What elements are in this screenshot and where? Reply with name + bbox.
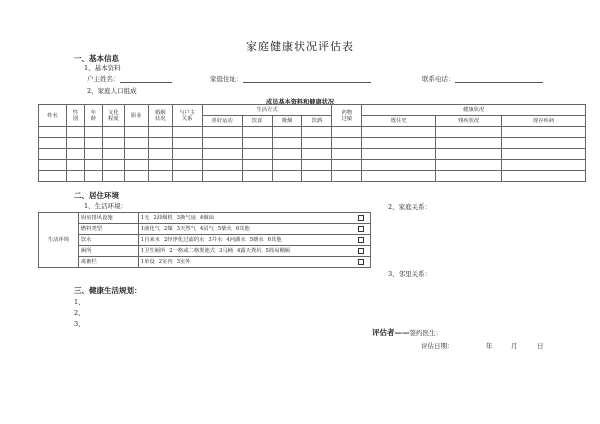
member-cell[interactable] (202, 127, 242, 138)
member-cell[interactable] (39, 138, 67, 149)
env-option: 3室外 (176, 259, 191, 265)
member-cell[interactable] (502, 138, 586, 149)
member-cell[interactable] (242, 138, 272, 149)
env-item-label: 燃料类型 (78, 224, 138, 235)
member-cell[interactable] (66, 160, 84, 171)
member-cell[interactable] (102, 127, 124, 138)
header-occupation: 职业 (124, 105, 148, 127)
date-year-label: 年 (486, 342, 493, 350)
member-cell[interactable] (362, 171, 436, 182)
member-row (39, 160, 586, 171)
address-label: 家庭住址： (210, 75, 243, 83)
member-cell[interactable] (39, 171, 67, 182)
member-cell[interactable] (332, 149, 362, 160)
env-option: 5柴火 (217, 226, 232, 232)
plan-item-3[interactable]: 3、 (74, 320, 85, 328)
env-item-label: 厕所 (78, 246, 138, 257)
member-cell[interactable] (39, 149, 67, 160)
environment-table (38, 212, 371, 268)
member-cell[interactable] (202, 171, 242, 182)
section2-heading: 二、居住环境 (74, 191, 119, 200)
header-diet: 饮食 (242, 116, 272, 127)
address-input[interactable] (243, 75, 371, 83)
member-cell[interactable] (436, 138, 502, 149)
header-disability: 残疾状况 (436, 116, 502, 127)
member-table (38, 104, 586, 182)
member-cell[interactable] (436, 171, 502, 182)
env-option: 5塘水 (249, 237, 264, 243)
assessment-date-label: 评估日期： (421, 342, 454, 350)
env-option: 1自来水 (140, 237, 160, 243)
member-cell[interactable] (242, 127, 272, 138)
env-options (138, 257, 370, 268)
member-cell[interactable] (172, 138, 202, 149)
member-cell[interactable] (202, 138, 242, 149)
env-option: 1无 (140, 215, 150, 221)
assessor-dash: —— (394, 328, 410, 337)
env-option: 6其他 (235, 226, 250, 232)
env-label: 生活环境 (39, 213, 79, 268)
date-month-label: 月 (511, 342, 518, 350)
member-cell[interactable] (272, 160, 302, 171)
member-row (39, 171, 586, 182)
owner-name-field[interactable] (87, 74, 172, 83)
env-option: 3换气扇 (176, 215, 196, 221)
env-option: 4烟囱 (199, 215, 214, 221)
env-option: 4露天粪坑 (236, 248, 262, 254)
member-cell[interactable] (302, 138, 332, 149)
neighbor-relation-field[interactable] (388, 269, 431, 278)
env-option: 3井水 (208, 237, 223, 243)
member-cell[interactable] (39, 127, 67, 138)
env-option: 2油烟机 (153, 215, 173, 221)
member-cell[interactable] (436, 127, 502, 138)
header-current-disease: 现存疾病 (502, 116, 586, 127)
member-cell[interactable] (124, 127, 148, 138)
environment-table-body (39, 213, 371, 268)
env-options (138, 213, 370, 224)
member-cell[interactable] (272, 138, 302, 149)
env-options (138, 224, 370, 235)
env-options (138, 235, 370, 246)
env-option: 1卫生厕所 (140, 248, 166, 254)
env-option: 2煤 (163, 226, 173, 232)
member-cell[interactable] (302, 171, 332, 182)
member-cell[interactable] (272, 149, 302, 160)
document-title: 家庭健康状况评估表 (246, 40, 354, 53)
plan-item-2[interactable]: 2、 (74, 309, 85, 317)
header-health: 健康状况 (362, 105, 586, 116)
header-smoking: 吸烟 (272, 116, 302, 127)
member-cell[interactable] (436, 160, 502, 171)
member-cell[interactable] (102, 160, 124, 171)
env-option: 6其他 (267, 237, 282, 243)
header-marital: 婚姻 状况 (148, 105, 172, 127)
env-option: 3天然气 (176, 226, 196, 232)
member-cell[interactable] (84, 149, 102, 160)
member-cell[interactable] (502, 149, 586, 160)
member-table-body (39, 127, 586, 182)
env-option: 2室内 (158, 259, 173, 265)
member-cell[interactable] (172, 171, 202, 182)
assessor-label: 评估者 (372, 328, 395, 337)
member-cell[interactable] (302, 127, 332, 138)
member-cell[interactable] (332, 160, 362, 171)
member-cell[interactable] (66, 171, 84, 182)
env-item-label: 厨房排风设施 (78, 213, 138, 224)
member-cell[interactable] (124, 171, 148, 182)
member-cell[interactable] (502, 127, 586, 138)
env-option: 3马桶 (219, 248, 233, 254)
option-checkbox[interactable] (358, 259, 364, 265)
env-item-label: 禽畜栏 (78, 257, 138, 268)
member-cell[interactable] (102, 149, 124, 160)
member-cell[interactable] (172, 127, 202, 138)
member-cell[interactable] (502, 160, 586, 171)
phone-field[interactable] (422, 74, 543, 83)
member-cell[interactable] (102, 138, 124, 149)
member-cell[interactable] (302, 160, 332, 171)
member-cell[interactable] (242, 171, 272, 182)
member-cell[interactable] (272, 127, 302, 138)
member-cell[interactable] (102, 171, 124, 182)
member-cell[interactable] (202, 149, 242, 160)
member-cell[interactable] (332, 127, 362, 138)
header-drug-allergy: 药物 过敏 (332, 105, 362, 127)
member-cell[interactable] (148, 138, 172, 149)
option-checkbox[interactable] (358, 226, 364, 232)
section3-heading: 三、健康生活规划： (74, 286, 142, 295)
member-cell[interactable] (148, 149, 172, 160)
header-history: 既往史 (362, 116, 436, 127)
owner-name-label: 户主姓名： (87, 75, 120, 83)
family-relation-label: 2、家庭关系： (388, 203, 432, 211)
env-row (39, 246, 371, 257)
option-checkbox[interactable] (358, 215, 364, 221)
neighbor-relation-label: 3、邻里关系： (388, 270, 432, 278)
member-cell[interactable] (124, 160, 148, 171)
member-cell[interactable] (84, 171, 102, 182)
address-field[interactable] (210, 74, 371, 83)
env-item-label: 饮水 (78, 235, 138, 246)
header-lifestyle: 生活方式 (202, 105, 332, 116)
header-name: 姓名 (39, 105, 67, 127)
signing-doctor-label: 签约医生： (409, 329, 442, 337)
member-cell[interactable] (362, 160, 436, 171)
owner-name-input[interactable] (120, 75, 172, 83)
member-cell[interactable] (362, 138, 436, 149)
member-cell[interactable] (502, 171, 586, 182)
member-cell[interactable] (66, 127, 84, 138)
member-cell[interactable] (202, 160, 242, 171)
phone-input[interactable] (455, 75, 543, 83)
date-day-label: 日 (537, 342, 544, 350)
member-cell[interactable] (242, 149, 272, 160)
header-exercise: 喜好运动 (202, 116, 242, 127)
family-relation-field[interactable] (388, 202, 431, 211)
env-option: 4河湖水 (226, 237, 246, 243)
env-option: 5简易棚厕 (265, 248, 291, 254)
env-option: 1单设 (140, 259, 155, 265)
header-education: 文化 程度 (102, 105, 124, 127)
env-option: 1液化气 (140, 226, 160, 232)
header-age: 年 龄 (84, 105, 102, 127)
member-cell[interactable] (84, 127, 102, 138)
member-cell[interactable] (436, 149, 502, 160)
env-row (39, 235, 371, 246)
member-cell[interactable] (39, 160, 67, 171)
member-cell[interactable] (148, 160, 172, 171)
section1-heading: 一、基本信息 (74, 54, 119, 63)
member-cell[interactable] (362, 127, 436, 138)
member-cell[interactable] (84, 160, 102, 171)
member-cell[interactable] (148, 127, 172, 138)
basic-info-subheading: 1、基本资料 (84, 64, 121, 72)
option-checkbox[interactable] (358, 248, 364, 254)
env-option: 2一格或二格粪池式 (169, 248, 216, 254)
member-cell[interactable] (124, 138, 148, 149)
env-options (138, 246, 370, 257)
assessor-block (372, 327, 442, 338)
living-env-subheading: 1、生活环境： (84, 202, 128, 210)
plan-item-1[interactable]: 1、 (74, 298, 85, 306)
option-checkbox[interactable] (358, 237, 364, 243)
env-row (39, 257, 371, 268)
member-cell[interactable] (272, 171, 302, 182)
member-header-row (39, 105, 586, 116)
env-row (39, 224, 371, 235)
env-option: 4沼气 (199, 226, 214, 232)
member-cell[interactable] (172, 149, 202, 160)
family-members-subheading: 2、家庭人口组成 (87, 87, 137, 95)
member-cell[interactable] (84, 138, 102, 149)
env-option: 2经净化过滤的水 (163, 237, 205, 243)
header-drinking: 饮酒 (302, 116, 332, 127)
member-row (39, 149, 586, 160)
env-row (39, 213, 371, 224)
header-relation: 与户主 关系 (172, 105, 202, 127)
member-cell[interactable] (66, 149, 84, 160)
member-cell[interactable] (172, 160, 202, 171)
member-row (39, 138, 586, 149)
member-cell[interactable] (302, 149, 332, 160)
member-cell[interactable] (148, 171, 172, 182)
member-cell[interactable] (332, 138, 362, 149)
member-row (39, 127, 586, 138)
member-cell[interactable] (332, 171, 362, 182)
member-cell[interactable] (124, 149, 148, 160)
phone-label: 联系电话： (422, 75, 455, 83)
member-cell[interactable] (242, 160, 272, 171)
member-cell[interactable] (66, 138, 84, 149)
header-gender: 性 别 (66, 105, 84, 127)
member-table-caption: 成员基本资料和健康状况 (265, 99, 335, 106)
member-cell[interactable] (362, 149, 436, 160)
